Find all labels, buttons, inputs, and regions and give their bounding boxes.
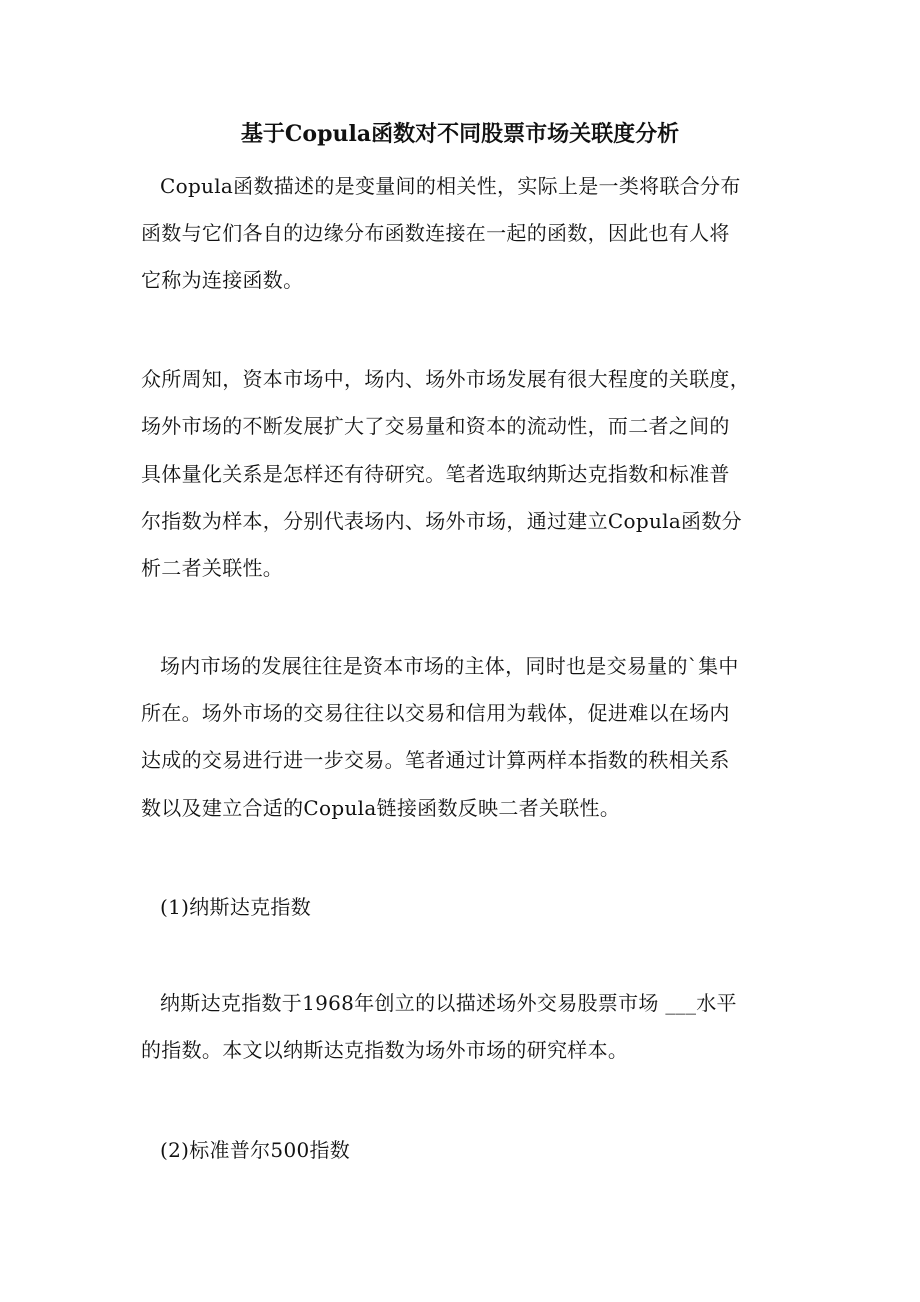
paragraph-line: Copula函数描述的是变量间的相关性，实际上是一类将联合分布 (160, 174, 741, 198)
section-heading: (2)标准普尔500指数 (160, 1138, 351, 1162)
paragraph-line: 数以及建立合适的Copula链接函数反映二者关联性。 (141, 796, 621, 820)
section-heading: (1)纳斯达克指数 (160, 895, 312, 919)
document-title: 基于Copula函数对不同股票市场关联度分析 (240, 121, 680, 147)
paragraph-line: 它称为连接函数。 (141, 268, 304, 292)
paragraph-line: 所在。场外市场的交易往往以交易和信用为载体，促进难以在场内 (141, 701, 730, 725)
paragraph-line: 场内市场的发展往往是资本市场的主体，同时也是交易量的`集中 (160, 654, 739, 678)
paragraph-line: 场外市场的不断发展扩大了交易量和资本的流动性，而二者之间的 (141, 414, 730, 438)
paragraph-line: 的指数。本文以纳斯达克指数为场外市场的研究样本。 (141, 1038, 629, 1062)
paragraph-line: 尔指数为样本，分别代表场内、场外市场，通过建立Copula函数分 (141, 509, 742, 533)
paragraph-line: 纳斯达克指数于1968年创立的以描述场外交易股票市场 ___水平 (160, 991, 737, 1015)
paragraph-line: 函数与它们各自的边缘分布函数连接在一起的函数，因此也有人将 (141, 221, 730, 245)
paragraph-line: 析二者关联性。 (141, 556, 284, 580)
paragraph-line: 众所周知，资本市场中，场内、场外市场发展有很大程度的关联度， (141, 367, 750, 391)
paragraph-line: 达成的交易进行进一步交易。笔者通过计算两样本指数的秩相关系 (141, 748, 730, 772)
paragraph-line: 具体量化关系是怎样还有待研究。笔者选取纳斯达克指数和标准普 (141, 462, 730, 486)
